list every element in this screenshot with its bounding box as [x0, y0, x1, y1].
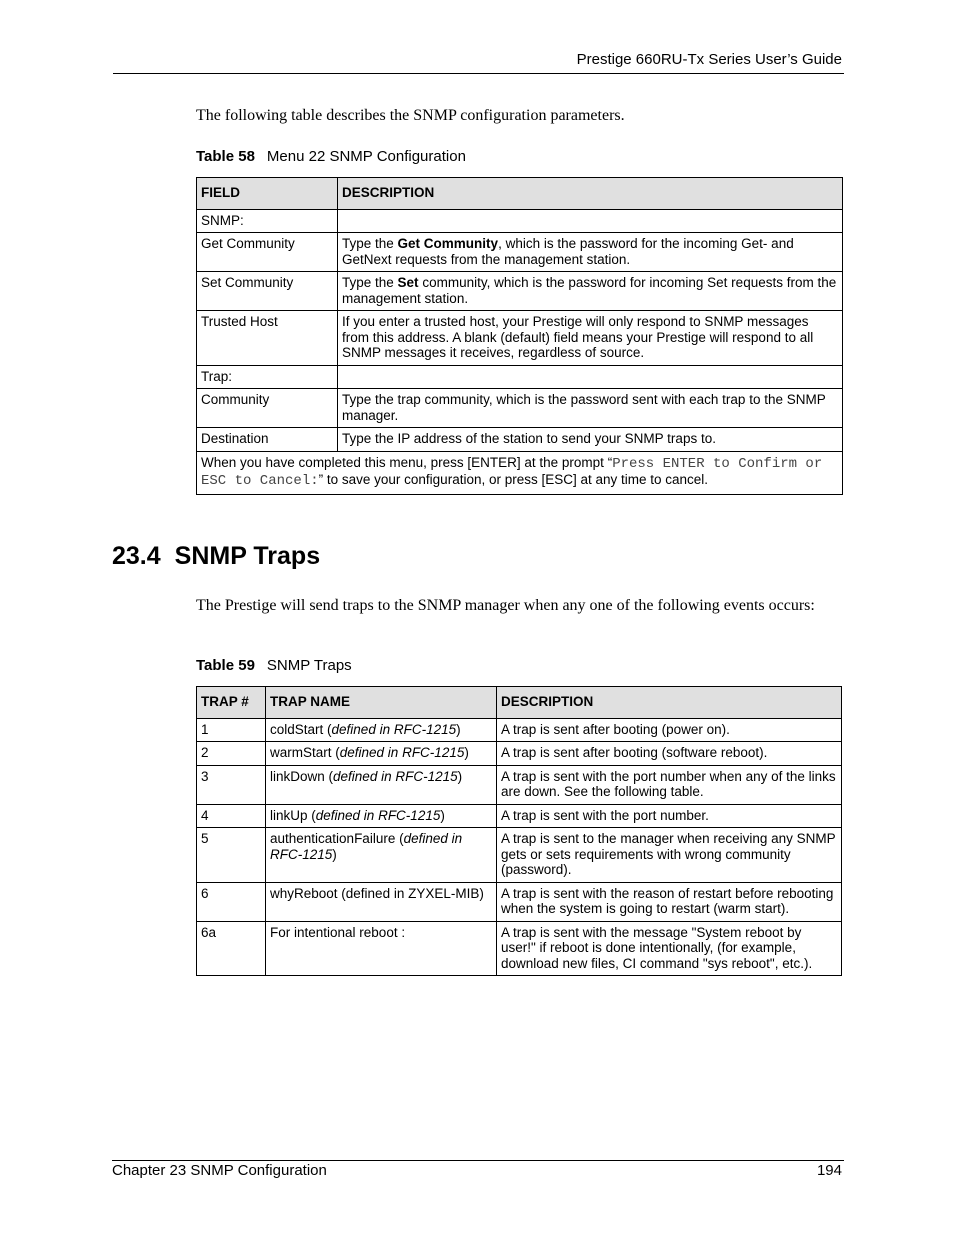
- footer-chapter: Chapter 23 SNMP Configuration: [112, 1162, 327, 1179]
- description-text: Type the: [342, 275, 398, 290]
- table-59-caption: [196, 657, 352, 674]
- section-number: 23.4: [112, 542, 161, 570]
- table-footer-note: [197, 451, 843, 494]
- trap-name-italic: defined in RFC-1215: [333, 768, 458, 784]
- table-59-label: Table 59: [196, 657, 255, 674]
- trap-number-cell: 4: [197, 804, 266, 828]
- table-58-title: Menu 22 SNMP Configuration: [266, 148, 466, 165]
- column-header: TRAP NAME: [266, 687, 497, 719]
- section-paragraph: The Prestige will send traps to the SNMP manager when any one of the following events occurs:: [196, 597, 815, 614]
- table-58-caption: [196, 148, 466, 165]
- description-text: community, which is the password for incoming Set requests from the management station.: [342, 275, 837, 306]
- trap-name-text: warmStart (: [270, 745, 340, 760]
- trap-number-cell: 6a: [197, 921, 266, 976]
- trap-number-cell: 6: [197, 882, 266, 921]
- footer-divider: [112, 1160, 844, 1161]
- trap-description-cell: A trap is sent with the port number when any of the links are down. See the following table.: [497, 765, 842, 804]
- field-cell: Trusted Host: [197, 311, 338, 366]
- trap-name-cell: [266, 718, 497, 742]
- trap-description-cell: A trap is sent with the message "System reboot by user!" if reboot is done intentionally, (for example, download new files, CI command "sys reboot", etc.).: [497, 921, 842, 976]
- trap-name-text: ): [464, 745, 469, 760]
- trap-number-cell: 5: [197, 828, 266, 883]
- description-cell: Type the IP address of the station to send your SNMP traps to.: [338, 428, 843, 452]
- description-cell: Type the trap community, which is the password sent with each trap to the SNMP manager.: [338, 389, 843, 428]
- trap-name-text: authenticationFailure (: [270, 831, 404, 846]
- field-cell: Get Community: [197, 233, 338, 272]
- description-cell: [338, 233, 843, 272]
- field-cell: SNMP:: [197, 209, 338, 233]
- table-header-row: [197, 687, 842, 719]
- section-title: SNMP Traps: [174, 542, 321, 570]
- column-header: TRAP #: [197, 687, 266, 719]
- table-row: [197, 311, 843, 366]
- table-row: [197, 718, 842, 742]
- description-bold: Get Community: [397, 236, 499, 251]
- table-footer-row: [197, 451, 843, 494]
- table-header-row: [197, 178, 843, 210]
- table-row: [197, 389, 843, 428]
- trap-name-cell: [266, 742, 497, 766]
- trap-name-text: linkDown (: [270, 768, 334, 784]
- trap-name-text: ): [456, 721, 461, 737]
- column-header: FIELD: [197, 178, 338, 210]
- table-58: [196, 177, 843, 495]
- header-divider: [113, 73, 844, 74]
- description-cell: If you enter a trusted host, your Prestige will only respond to SNMP messages from this address. A blank (default) field means your Prestige will respond to all SNMP messages it receives, regardless of source.: [338, 311, 843, 366]
- table-row: [197, 765, 842, 804]
- table-row: [197, 921, 842, 976]
- page-header-title: Prestige 660RU-Tx Series User’s Guide: [576, 51, 842, 68]
- trap-name-cell: [266, 804, 497, 828]
- table-row: [197, 365, 843, 389]
- trap-name-italic: defined in RFC-1215: [331, 721, 457, 737]
- intro-paragraph: The following table describes the SNMP configuration parameters.: [196, 107, 625, 124]
- page-number: 194: [816, 1162, 842, 1179]
- trap-description-cell: A trap is sent after booting (power on).: [497, 718, 842, 742]
- trap-name-cell: [266, 828, 497, 883]
- table-row: [197, 428, 843, 452]
- trap-number-cell: 2: [197, 742, 266, 766]
- field-cell: Trap:: [197, 365, 338, 389]
- field-cell: Destination: [197, 428, 338, 452]
- description-cell: [338, 272, 843, 311]
- trap-name-text: linkUp (: [270, 807, 316, 823]
- trap-name-text: coldStart (: [270, 721, 332, 737]
- trap-name-italic: defined in RFC-1215: [315, 807, 441, 823]
- trap-name-cell: For intentional reboot :: [266, 921, 497, 976]
- trap-description-cell: A trap is sent with the reason of restart before rebooting when the system is going to restart (warm start).: [497, 882, 842, 921]
- table-row: [197, 209, 843, 233]
- table-row: [197, 233, 843, 272]
- trap-description-cell: A trap is sent after booting (software reboot).: [497, 742, 842, 766]
- trap-description-cell: A trap is sent to the manager when receiving any SNMP gets or sets requirements with wrong community (password).: [497, 828, 842, 883]
- trap-name-text: ): [332, 846, 337, 862]
- trap-description-cell: A trap is sent with the port number.: [497, 804, 842, 828]
- column-header: DESCRIPTION: [497, 687, 842, 719]
- description-cell: [338, 209, 843, 233]
- trap-number-cell: 1: [197, 718, 266, 742]
- description-text: , which is the password for the incoming Get- and GetNext requests from the management station.: [342, 236, 794, 267]
- table-58-label: Table 58: [196, 148, 255, 165]
- table-row: [197, 742, 842, 766]
- footer-note-text: ” to save your configuration, or press [ESC] at any time to cancel.: [318, 472, 709, 487]
- prompt-text: Press ENTER to Confirm or ESC to Cancel:: [201, 455, 823, 489]
- trap-name-cell: whyReboot (defined in ZYXEL-MIB): [266, 882, 497, 921]
- field-cell: Set Community: [197, 272, 338, 311]
- section-heading: [112, 542, 320, 571]
- trap-name-italic: defined in RFC-1215: [270, 831, 463, 862]
- trap-number-cell: 3: [197, 765, 266, 804]
- table-row: [197, 828, 842, 883]
- field-cell: Community: [197, 389, 338, 428]
- trap-name-text: ): [440, 807, 445, 823]
- table-row: [197, 804, 842, 828]
- column-header: DESCRIPTION: [338, 178, 843, 210]
- footer-note-text: When you have completed this menu, press [ENTER] at the prompt “: [201, 454, 613, 470]
- description-text: Type the: [342, 236, 398, 251]
- table-59-title: SNMP Traps: [266, 657, 352, 674]
- trap-name-text: ): [457, 768, 463, 784]
- description-bold: Set: [397, 275, 419, 290]
- trap-name-cell: [266, 765, 497, 804]
- trap-name-italic: defined in RFC-1215: [339, 745, 465, 760]
- description-cell: [338, 365, 843, 389]
- table-row: [197, 882, 842, 921]
- table-row: [197, 272, 843, 311]
- table-59: [196, 686, 842, 976]
